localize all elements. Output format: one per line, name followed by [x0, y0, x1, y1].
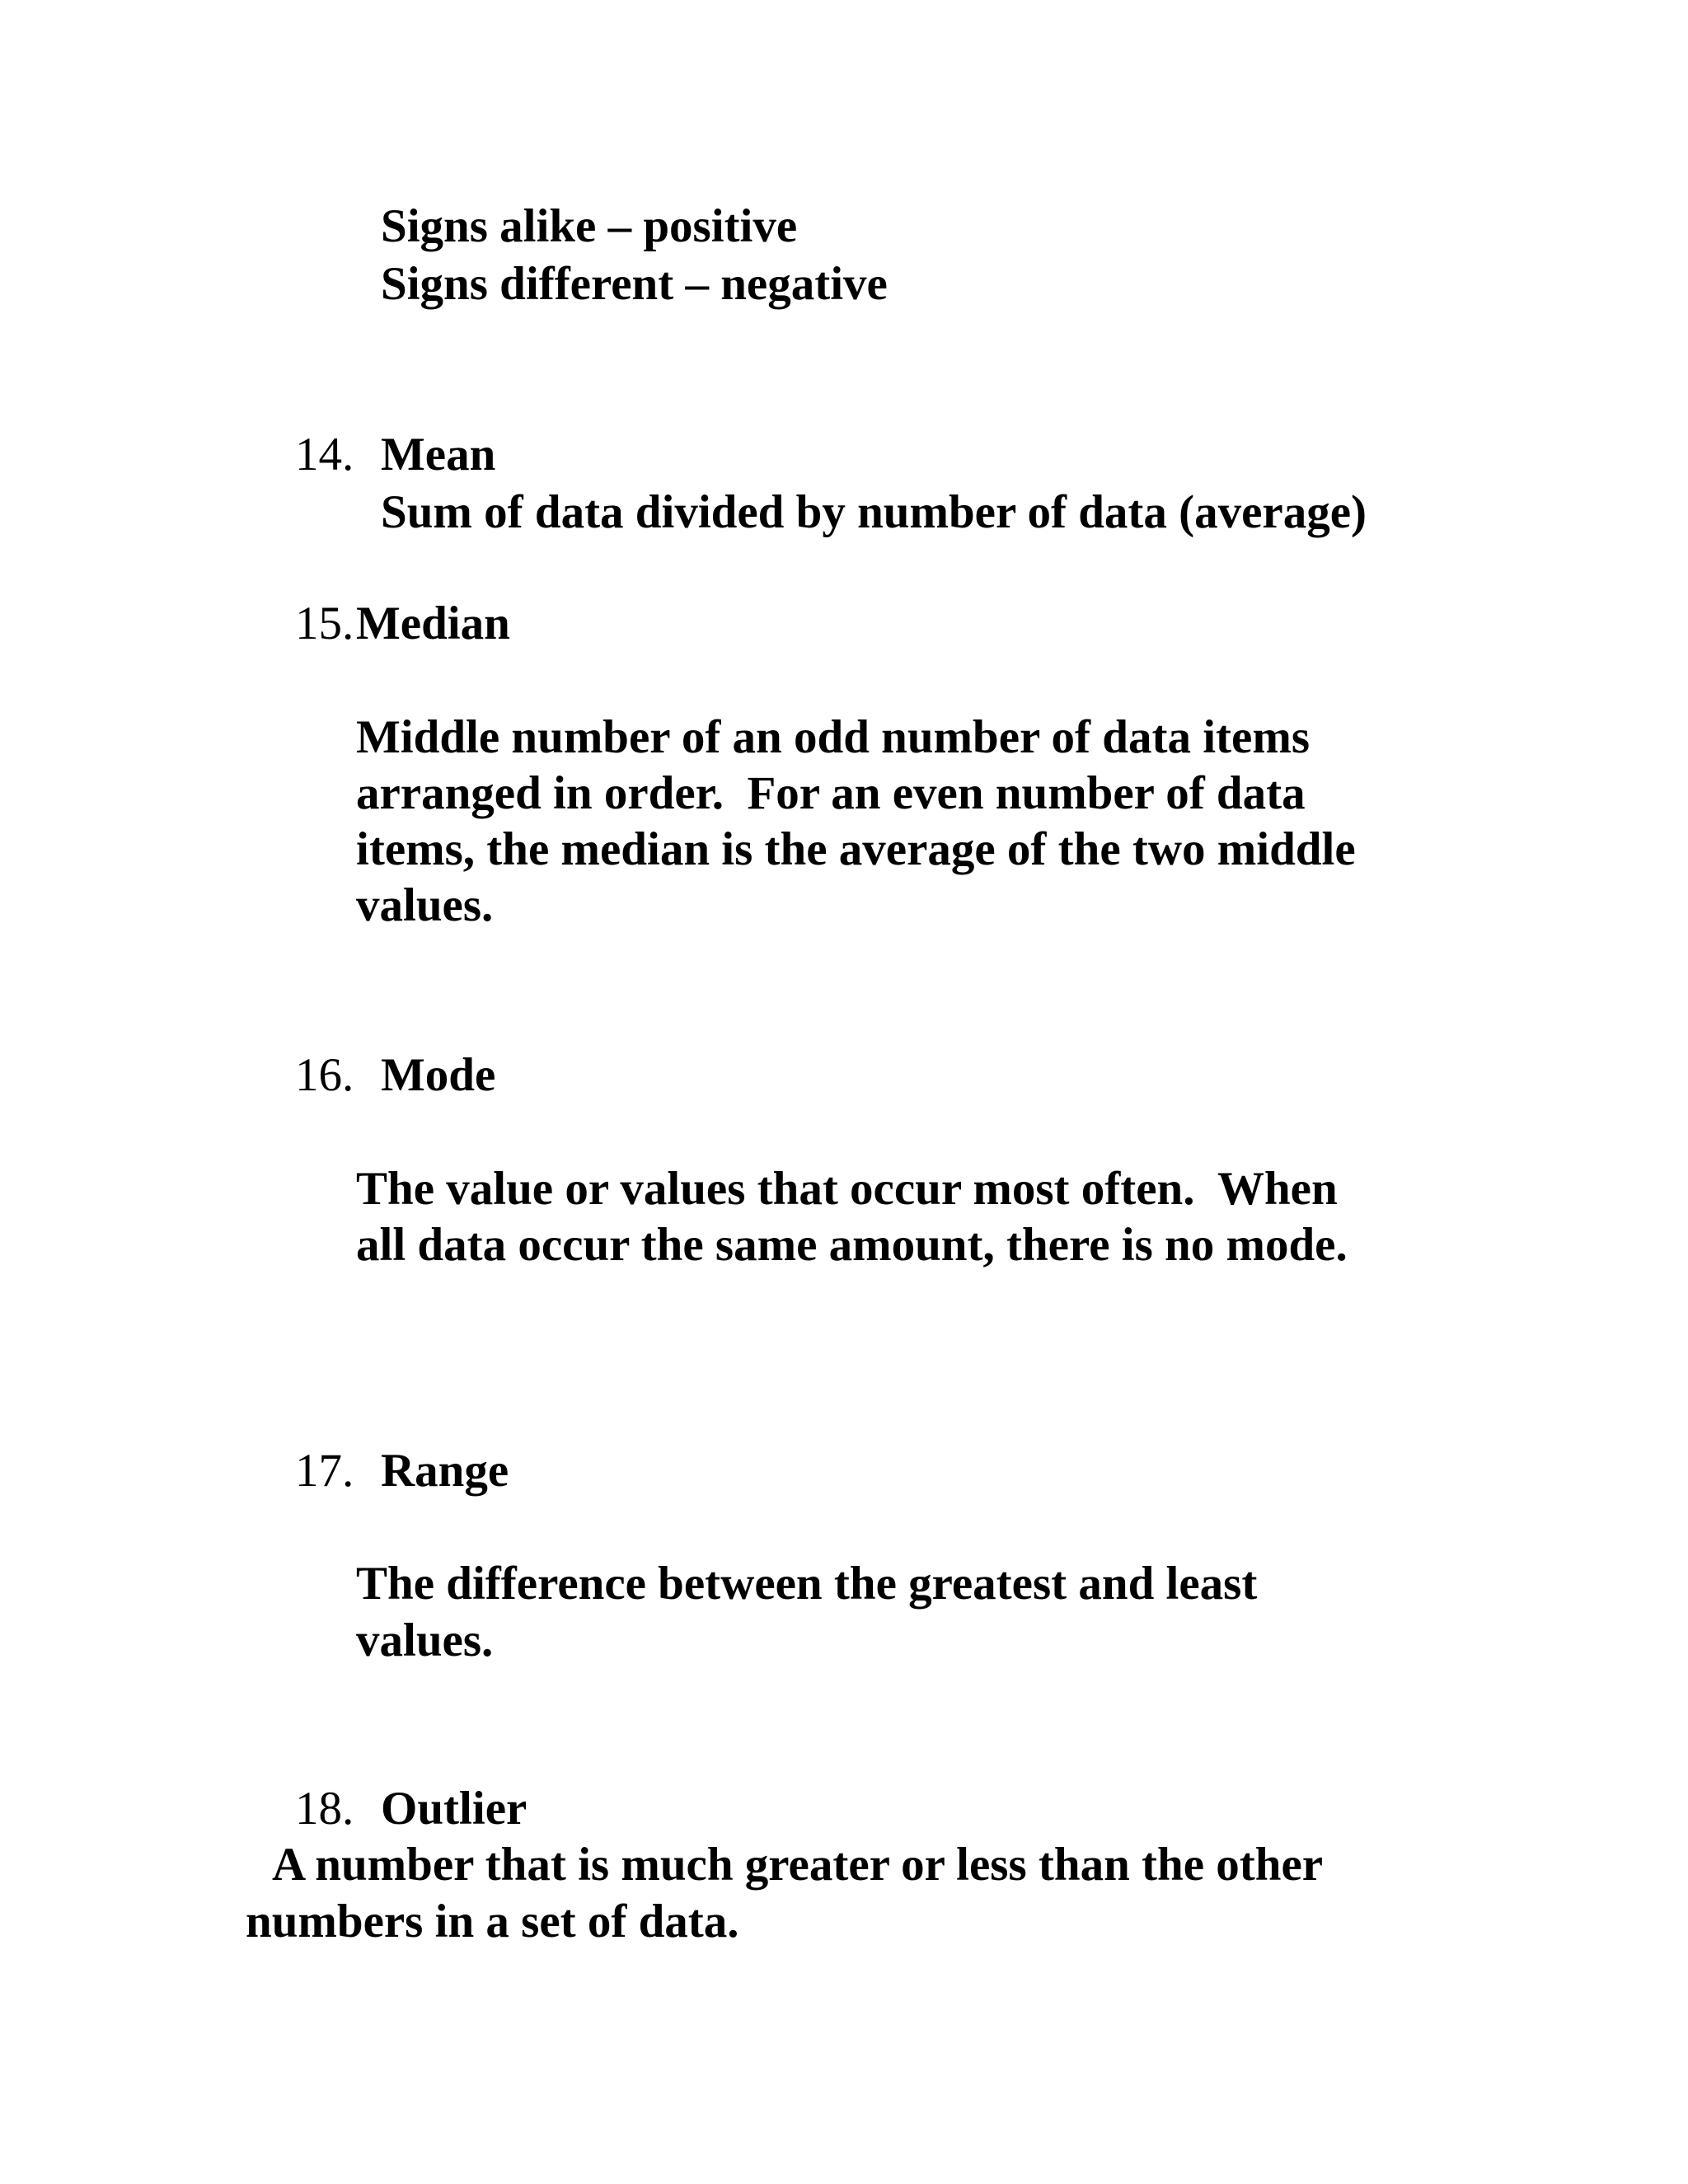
- definition-outlier-line-2: numbers in a set of data.: [246, 1896, 739, 1947]
- item-number-18: 18.: [295, 1783, 354, 1835]
- definition-median-line-4: values.: [356, 879, 494, 931]
- definition-mode-line-2: all data occur the same amount, there is no mode.: [356, 1219, 1348, 1271]
- definition-median-line-2: arranged in order. For an even number of data: [356, 767, 1306, 819]
- term-mode: Mode: [381, 1049, 496, 1101]
- definition-mean-line-1: Sum of data divided by number of data (average): [381, 486, 1367, 538]
- definition-mode-line-1: The value or values that occur most often. When: [356, 1163, 1338, 1215]
- term-mean: Mean: [381, 429, 496, 480]
- definition-range-line-1: The difference between the greatest and least: [356, 1558, 1258, 1610]
- intro-line-positive: Signs alike – positive: [381, 200, 798, 252]
- item-number-14: 14.: [295, 429, 354, 480]
- term-range: Range: [381, 1445, 509, 1497]
- item-number-15: 15.: [295, 598, 354, 649]
- item-number-17: 17.: [295, 1445, 354, 1497]
- intro-line-negative: Signs different – negative: [381, 258, 888, 310]
- definition-median-line-1: Middle number of an odd number of data items: [356, 711, 1311, 763]
- definition-outlier-line-1: A number that is much greater or less than the other: [272, 1839, 1324, 1891]
- definition-range-line-2: values.: [356, 1615, 494, 1666]
- term-outlier: Outlier: [381, 1783, 528, 1835]
- item-number-16: 16.: [295, 1049, 354, 1101]
- definition-median-line-3: items, the median is the average of the two middle: [356, 823, 1356, 875]
- term-median: Median: [356, 598, 510, 649]
